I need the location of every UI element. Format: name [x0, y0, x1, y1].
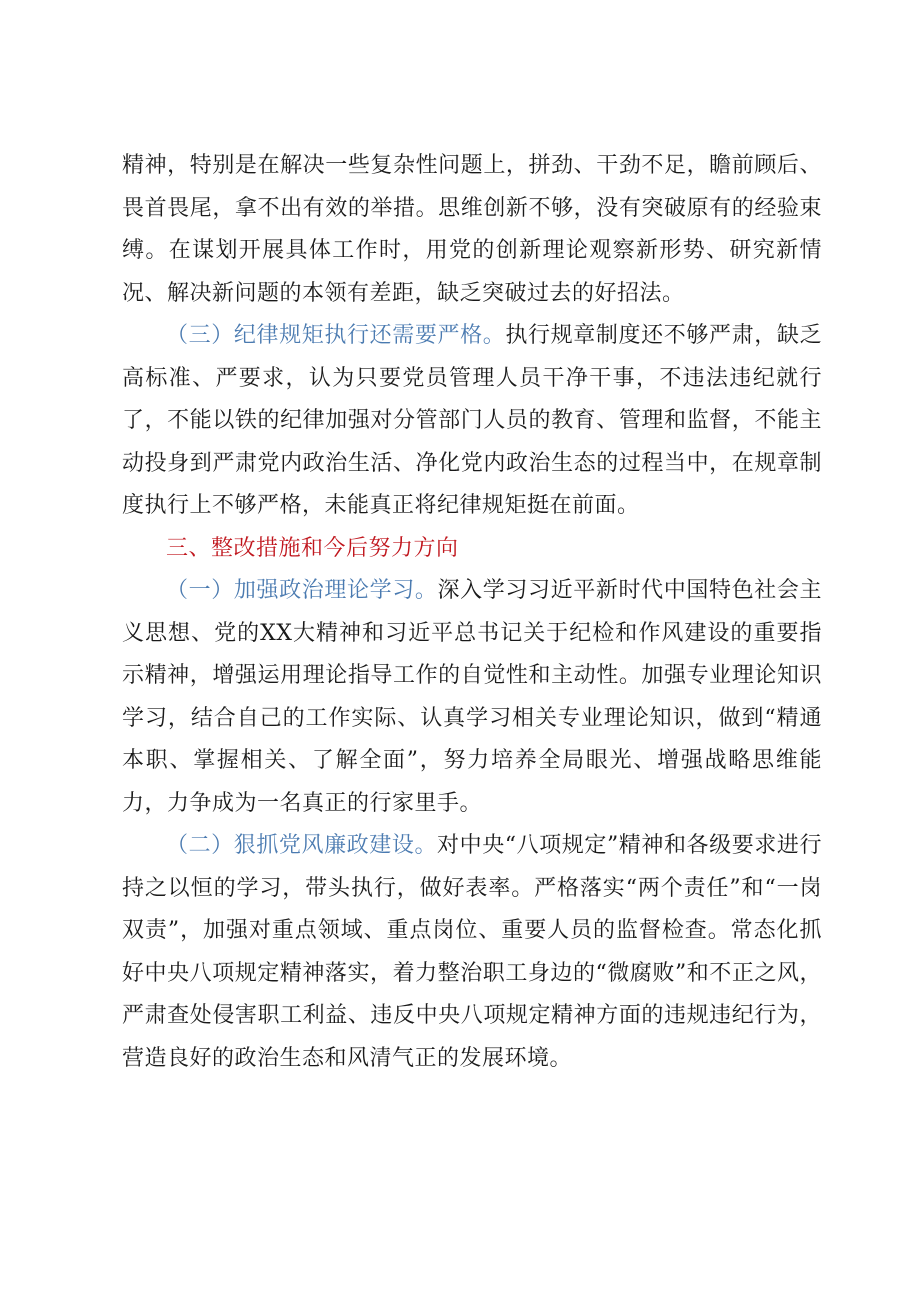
subsection-heading: （三）纪律规矩执行还需要严格。 [166, 323, 506, 348]
document-page [122, 145, 822, 1080]
paragraph-theory-study [122, 570, 822, 825]
paragraph-body: 深入学习习近平新时代中国特色社会主义思想、党的XX大精神和习近平总书记关于纪检和作风建设的重要指示精神，增强运用理论指导工作的自觉性和主动性。加强专业理论知识学习，结合自己的工作实际、认真学习相关专业理论知识，做到“精通本职、掌握相关、了解全面”，努力培养全局眼光、增强战略思维能力，力争成为一名真正的行家里手。 [122, 578, 822, 816]
section-heading: 三、整改措施和今后努力方向 [166, 535, 459, 561]
subsection-heading: （一）加强政治理论学习。 [166, 578, 438, 603]
paragraph-discipline [122, 315, 822, 528]
paragraph-body: 执行规章制度还不够严肃，缺乏高标准、严要求，认为只要党员管理人员干净干事，不违法违纪就行了，不能以铁的纪律加强对分管部门人员的教育、管理和监督，不能主动投身到严肃党内政治生活、净化党内政治生态的过程当中，在规章制度执行上不够严格，未能真正将纪律规矩挺在前面。 [122, 323, 822, 518]
paragraph-continuation [122, 145, 822, 315]
paragraph-body: 对中央“八项规定”精神和各级要求进行持之以恒的学习，带头执行，做好表率。严格落实“两个责任”和“一岗双责”，加强对重点领域、重点岗位、重要人员的监督检查。常态化抓好中央八项规定精神落实，着力整治职工身边的“微腐败”和不正之风，严肃查处侵害职工利益、违反中央八项规定精神方面的违规违纪行为，营造良好的政治生态和风清气正的发展环境。 [122, 833, 822, 1071]
paragraph-integrity [122, 825, 822, 1080]
subsection-heading: （二）狠抓党风廉政建设。 [166, 833, 438, 858]
paragraph-body: 精神，特别是在解决一些复杂性问题上，拼劲、干劲不足，瞻前顾后、畏首畏尾，拿不出有效的举措。思维创新不够，没有突破原有的经验束缚。在谋划开展具体工作时，用党的创新理论观察新形势、研究新情况、解决新问题的本领有差距，缺乏突破过去的好招法。 [122, 153, 822, 306]
